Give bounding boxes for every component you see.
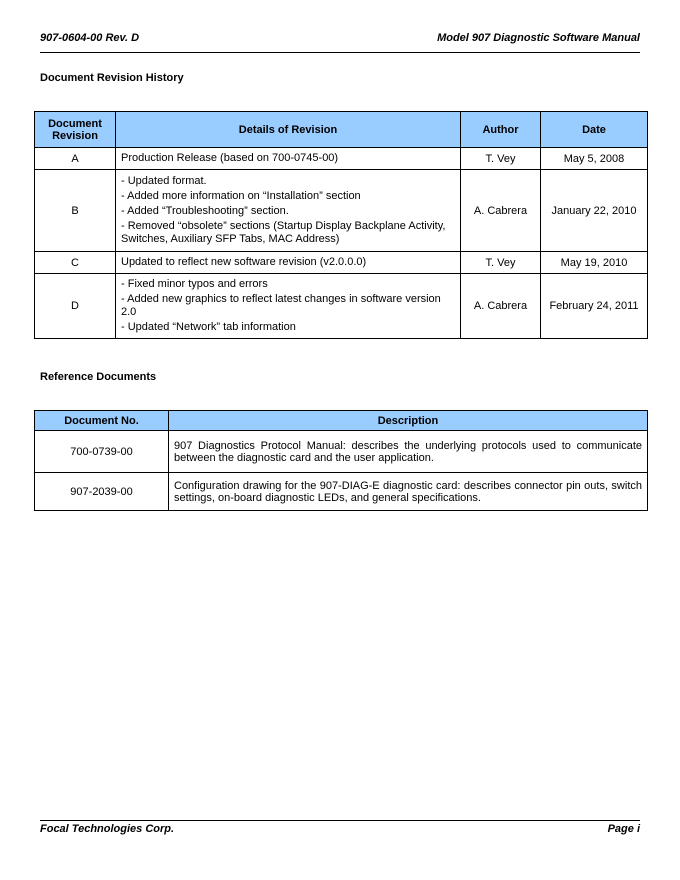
details-line: - Added new graphics to reflect latest changes in software version 2.0 — [121, 293, 441, 318]
details-cell — [116, 274, 461, 339]
date-cell: May 19, 2010 — [541, 252, 648, 274]
table-row — [35, 473, 648, 511]
details-cell — [116, 252, 461, 274]
table-header-row — [35, 112, 648, 148]
revision-history-table — [34, 111, 648, 339]
details-line: - Added “Troubleshooting” section. — [121, 205, 289, 217]
doc-number: 907-0604-00 Rev. D — [40, 32, 140, 44]
col-header-revision: Document Revision — [35, 112, 116, 148]
document-number-cell: 700-0739-00 — [35, 431, 169, 473]
details-line: - Updated format. — [121, 175, 207, 187]
details-cell — [116, 148, 461, 170]
document-number-cell: 907-2039-00 — [35, 473, 169, 511]
table-header-row — [35, 411, 648, 431]
date-cell: May 5, 2008 — [541, 148, 648, 170]
description-cell: Configuration drawing for the 907-DIAG-E diagnostic card: describes connector pin outs, switch settings, on-board diagnostic LEDs, and general specifications. — [169, 473, 648, 511]
col-header-date: Date — [541, 112, 648, 148]
table-row — [35, 274, 648, 339]
reference-documents-table — [34, 410, 648, 511]
date-cell: January 22, 2010 — [541, 170, 648, 252]
author-cell: A. Cabrera — [461, 274, 541, 339]
page-number: Page i — [607, 823, 640, 835]
col-header-author: Author — [461, 112, 541, 148]
page-footer — [40, 820, 640, 839]
col-header-description: Description — [169, 411, 648, 431]
details-line: - Added more information on “Installation” section — [121, 190, 361, 202]
details-line: - Fixed minor typos and errors — [121, 278, 268, 290]
company-name: Focal Technologies Corp. — [40, 823, 175, 835]
revision-cell: D — [35, 274, 116, 339]
revision-history-heading: Document Revision History — [40, 72, 184, 84]
table-row — [35, 431, 648, 473]
col-header-document-no: Document No. — [35, 411, 169, 431]
details-line: Production Release (based on 700-0745-00) — [121, 152, 339, 164]
manual-title: Model 907 Diagnostic Software Manual — [437, 32, 640, 44]
details-line: - Removed “obsolete” sections (Startup Display Backplane Activity, Switches, Auxiliary SFP Tabs, MAC Address) — [121, 220, 446, 245]
author-cell: A. Cabrera — [461, 170, 541, 252]
revision-cell: B — [35, 170, 116, 252]
author-cell: T. Vey — [461, 148, 541, 170]
page-header — [40, 30, 640, 53]
table-row — [35, 148, 648, 170]
author-cell: T. Vey — [461, 252, 541, 274]
date-cell: February 24, 2011 — [541, 274, 648, 339]
table-row — [35, 252, 648, 274]
reference-documents-heading: Reference Documents — [40, 371, 157, 383]
revision-cell: C — [35, 252, 116, 274]
col-header-details: Details of Revision — [116, 112, 461, 148]
description-cell: 907 Diagnostics Protocol Manual: describes the underlying protocols used to communicate between the diagnostic card and the user application. — [169, 431, 648, 473]
details-line: Updated to reflect new software revision (v2.0.0.0) — [121, 256, 367, 268]
details-cell — [116, 170, 461, 252]
details-line: - Updated “Network” tab information — [121, 321, 296, 333]
revision-cell: A — [35, 148, 116, 170]
table-row — [35, 170, 648, 252]
